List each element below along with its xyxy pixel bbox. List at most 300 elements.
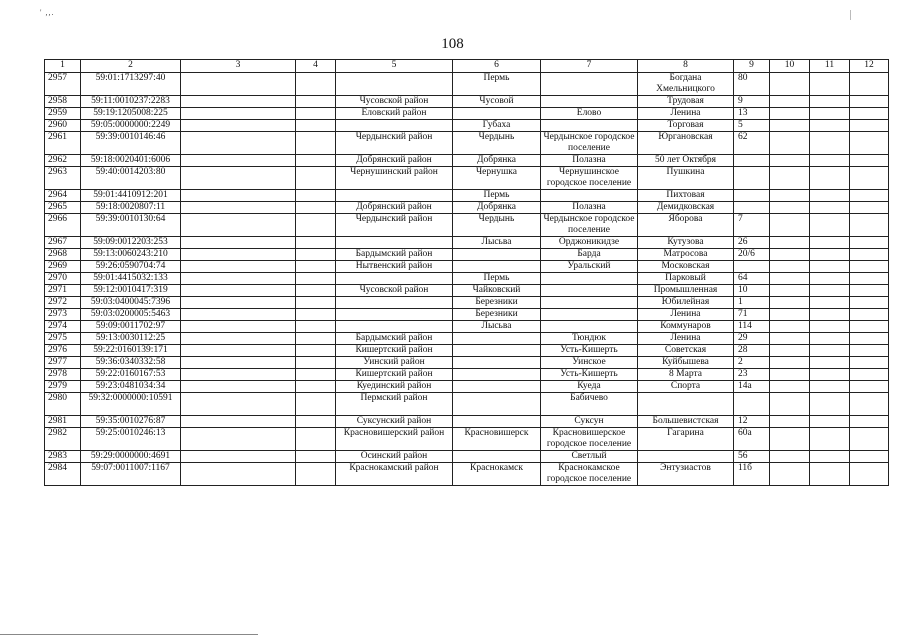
table-cell — [850, 132, 889, 155]
table-cell — [453, 357, 541, 369]
table-row — [45, 309, 889, 321]
table-cell — [810, 345, 850, 357]
table-row — [45, 381, 889, 393]
table-cell: 59:25:0010246:13 — [81, 428, 181, 451]
table-cell: Добрянский район — [336, 155, 453, 167]
column-header: 9 — [734, 60, 770, 73]
table-cell: Лысьва — [453, 321, 541, 333]
table-cell — [181, 369, 296, 381]
table-cell: Пермский район — [336, 393, 453, 416]
table-cell — [850, 463, 889, 486]
table-cell: 2961 — [45, 132, 81, 155]
table-cell — [850, 96, 889, 108]
table-cell: 2964 — [45, 190, 81, 202]
table-cell — [296, 428, 336, 451]
table-cell: 10 — [734, 285, 770, 297]
table-cell — [810, 261, 850, 273]
table-cell: 59:09:0011702:97 — [81, 321, 181, 333]
table-cell — [181, 73, 296, 96]
table-cell: Чернушинское городское поселение — [541, 167, 638, 190]
table-cell: Усть-Кишерть — [541, 345, 638, 357]
table-cell — [810, 369, 850, 381]
table-cell — [850, 416, 889, 428]
table-cell — [296, 273, 336, 285]
table-cell — [770, 345, 810, 357]
table-cell: 59:39:0010130:64 — [81, 214, 181, 237]
table-cell: Юргановская — [638, 132, 734, 155]
table-cell: 59:40:0014203:80 — [81, 167, 181, 190]
table-cell — [296, 285, 336, 297]
table-cell — [734, 190, 770, 202]
column-header: 6 — [453, 60, 541, 73]
table-cell — [296, 132, 336, 155]
table-cell — [541, 285, 638, 297]
table-row — [45, 463, 889, 486]
table-cell: 2957 — [45, 73, 81, 96]
table-cell — [770, 369, 810, 381]
table-row — [45, 202, 889, 214]
table-cell — [296, 202, 336, 214]
table-cell — [810, 249, 850, 261]
table-cell: Промышленная — [638, 285, 734, 297]
table-cell — [770, 132, 810, 155]
table-cell — [541, 273, 638, 285]
table-cell — [296, 369, 336, 381]
table-cell — [453, 369, 541, 381]
table-cell — [336, 120, 453, 132]
table-cell — [296, 155, 336, 167]
table-cell — [850, 357, 889, 369]
table-cell: 59:36:0340332:58 — [81, 357, 181, 369]
table-cell — [296, 297, 336, 309]
table-cell — [181, 190, 296, 202]
table-cell — [181, 273, 296, 285]
table-cell: 12 — [734, 416, 770, 428]
table-cell: 2984 — [45, 463, 81, 486]
table-cell: Полазна — [541, 202, 638, 214]
table-cell — [850, 273, 889, 285]
table-cell: Демидковская — [638, 202, 734, 214]
table-cell: Чердынь — [453, 132, 541, 155]
table-cell: 60а — [734, 428, 770, 451]
table-cell: 71 — [734, 309, 770, 321]
table-cell: Пихтовая — [638, 190, 734, 202]
table-cell — [850, 309, 889, 321]
table-cell: Московская — [638, 261, 734, 273]
table-cell: Краснокамск — [453, 463, 541, 486]
table-cell — [181, 451, 296, 463]
table-cell: 59:39:0010146:46 — [81, 132, 181, 155]
table-row — [45, 167, 889, 190]
table-cell — [810, 108, 850, 120]
table-cell: Уинский район — [336, 357, 453, 369]
table-cell: 2971 — [45, 285, 81, 297]
table-cell: 64 — [734, 273, 770, 285]
table-cell: Куйбышева — [638, 357, 734, 369]
table-cell: 59:09:0012203:253 — [81, 237, 181, 249]
table-cell: 59:22:0160139:171 — [81, 345, 181, 357]
table-cell — [296, 321, 336, 333]
table-cell: 59:01:1713297:40 — [81, 73, 181, 96]
table-cell — [541, 73, 638, 96]
table-cell: Трудовая — [638, 96, 734, 108]
table-cell — [770, 297, 810, 309]
table-cell — [770, 120, 810, 132]
table-cell — [770, 381, 810, 393]
table-cell: Пермь — [453, 73, 541, 96]
table-cell: 2980 — [45, 393, 81, 416]
table-cell — [770, 463, 810, 486]
table-cell: 56 — [734, 451, 770, 463]
table-cell — [850, 167, 889, 190]
table-cell — [336, 190, 453, 202]
table-cell — [296, 237, 336, 249]
table-header — [45, 60, 889, 73]
table-cell — [181, 309, 296, 321]
table-cell: 2970 — [45, 273, 81, 285]
table-cell — [296, 249, 336, 261]
table-cell: 2966 — [45, 214, 81, 237]
table-cell — [181, 202, 296, 214]
table-cell: 13 — [734, 108, 770, 120]
header-row — [45, 60, 889, 73]
table-cell — [296, 309, 336, 321]
table-cell: Пермь — [453, 190, 541, 202]
table-cell — [850, 261, 889, 273]
table-cell — [810, 96, 850, 108]
table-cell: 2962 — [45, 155, 81, 167]
table-cell — [453, 108, 541, 120]
table-cell — [770, 237, 810, 249]
table-cell: Чердынский район — [336, 214, 453, 237]
table-cell: 26 — [734, 237, 770, 249]
table-cell: Лысьва — [453, 237, 541, 249]
table-cell: Куединский район — [336, 381, 453, 393]
table-cell: Добрянский район — [336, 202, 453, 214]
table-cell — [850, 345, 889, 357]
column-header: 4 — [296, 60, 336, 73]
table-cell: 2978 — [45, 369, 81, 381]
table-cell: Куеда — [541, 381, 638, 393]
table-cell — [850, 73, 889, 96]
table-cell: Большевистская — [638, 416, 734, 428]
table-row — [45, 120, 889, 132]
table-cell: 2959 — [45, 108, 81, 120]
table-cell — [770, 155, 810, 167]
table-cell: 2958 — [45, 96, 81, 108]
table-cell — [453, 333, 541, 345]
table-cell — [181, 249, 296, 261]
table-cell — [296, 167, 336, 190]
table-cell: 2 — [734, 357, 770, 369]
table-cell: Чернушка — [453, 167, 541, 190]
table-cell: Краснокамское городское поселение — [541, 463, 638, 486]
table-cell: 2973 — [45, 309, 81, 321]
table-cell — [296, 345, 336, 357]
table-cell — [336, 309, 453, 321]
table-row — [45, 237, 889, 249]
table-cell: Чернушинский район — [336, 167, 453, 190]
table-cell — [181, 321, 296, 333]
column-header: 10 — [770, 60, 810, 73]
table-cell — [296, 381, 336, 393]
table-cell — [453, 249, 541, 261]
table-cell — [541, 297, 638, 309]
table-cell: Ленина — [638, 309, 734, 321]
table-cell — [453, 393, 541, 416]
table-cell — [850, 214, 889, 237]
table-cell: Березники — [453, 297, 541, 309]
table-row — [45, 96, 889, 108]
table-cell — [770, 190, 810, 202]
table-cell: 2969 — [45, 261, 81, 273]
table-cell — [181, 345, 296, 357]
table-row — [45, 190, 889, 202]
table-cell: Бабичево — [541, 393, 638, 416]
table-cell — [181, 237, 296, 249]
table-cell: Еловский район — [336, 108, 453, 120]
table-cell — [810, 190, 850, 202]
column-header: 5 — [336, 60, 453, 73]
table-cell — [810, 309, 850, 321]
table-cell — [770, 393, 810, 416]
table-cell: 2974 — [45, 321, 81, 333]
table-cell — [810, 333, 850, 345]
table-cell — [181, 381, 296, 393]
table-cell: 1 — [734, 297, 770, 309]
table-cell: Орджоникидзе — [541, 237, 638, 249]
table-cell: Красновишерск — [453, 428, 541, 451]
table-cell: Светлый — [541, 451, 638, 463]
table-row — [45, 333, 889, 345]
table-cell — [541, 309, 638, 321]
table-cell: 59:12:0010417:319 — [81, 285, 181, 297]
table-cell: Энтузиастов — [638, 463, 734, 486]
table-cell — [181, 214, 296, 237]
table-cell — [850, 237, 889, 249]
table-cell — [810, 214, 850, 237]
table-cell — [810, 273, 850, 285]
table-cell: Чусовской район — [336, 285, 453, 297]
table-cell — [181, 463, 296, 486]
table-cell — [770, 273, 810, 285]
table-cell — [850, 393, 889, 416]
table-cell: Добрянка — [453, 202, 541, 214]
table-cell — [810, 202, 850, 214]
table-cell: Добрянка — [453, 155, 541, 167]
table-cell — [810, 381, 850, 393]
table-cell — [810, 167, 850, 190]
table-cell — [770, 96, 810, 108]
column-header: 3 — [181, 60, 296, 73]
table-cell — [181, 155, 296, 167]
table-cell: Ленина — [638, 108, 734, 120]
table-cell — [734, 261, 770, 273]
table-row — [45, 132, 889, 155]
table-cell — [336, 273, 453, 285]
registry-table-container — [44, 59, 889, 486]
table-cell: Усть-Кишерть — [541, 369, 638, 381]
table-cell — [181, 333, 296, 345]
table-cell: Осинский район — [336, 451, 453, 463]
table-cell — [453, 381, 541, 393]
table-cell: 23 — [734, 369, 770, 381]
table-cell — [296, 190, 336, 202]
table-cell — [181, 297, 296, 309]
table-cell: Суксунский район — [336, 416, 453, 428]
table-cell — [810, 155, 850, 167]
table-cell — [638, 393, 734, 416]
table-row — [45, 345, 889, 357]
table-cell — [850, 120, 889, 132]
table-cell — [453, 416, 541, 428]
table-cell — [770, 321, 810, 333]
table-cell — [770, 428, 810, 451]
table-cell: Полазна — [541, 155, 638, 167]
table-cell — [453, 261, 541, 273]
table-cell: 7 — [734, 214, 770, 237]
table-cell: Барда — [541, 249, 638, 261]
table-cell: Кутузова — [638, 237, 734, 249]
table-cell: Губаха — [453, 120, 541, 132]
table-cell: 62 — [734, 132, 770, 155]
column-header: 8 — [638, 60, 734, 73]
table-cell — [181, 416, 296, 428]
scan-artifact — [850, 10, 851, 20]
table-cell: 2976 — [45, 345, 81, 357]
table-cell: 59:03:0400045:7396 — [81, 297, 181, 309]
table-row — [45, 428, 889, 451]
table-cell — [181, 357, 296, 369]
table-cell: 2975 — [45, 333, 81, 345]
table-cell — [850, 202, 889, 214]
table-cell: 2982 — [45, 428, 81, 451]
table-cell — [770, 451, 810, 463]
table-cell: 59:22:0160167:53 — [81, 369, 181, 381]
table-cell: 59:01:4415032:133 — [81, 273, 181, 285]
table-cell: 5 — [734, 120, 770, 132]
table-cell: Парковый — [638, 273, 734, 285]
table-cell — [181, 428, 296, 451]
table-cell: Яборова — [638, 214, 734, 237]
table-cell — [181, 108, 296, 120]
table-cell — [770, 309, 810, 321]
table-cell — [810, 321, 850, 333]
table-body — [45, 73, 889, 486]
table-cell — [850, 155, 889, 167]
table-row — [45, 155, 889, 167]
table-cell: 2960 — [45, 120, 81, 132]
table-cell: 59:26:0590704:74 — [81, 261, 181, 273]
table-cell — [770, 357, 810, 369]
table-cell — [810, 73, 850, 96]
table-cell: Суксун — [541, 416, 638, 428]
table-cell: Кишертский район — [336, 369, 453, 381]
table-cell — [810, 451, 850, 463]
table-cell — [296, 96, 336, 108]
table-cell: 59:03:0200005:5463 — [81, 309, 181, 321]
table-cell — [810, 120, 850, 132]
table-cell — [453, 345, 541, 357]
table-cell — [541, 120, 638, 132]
table-cell — [770, 108, 810, 120]
table-cell: Пушкина — [638, 167, 734, 190]
table-cell — [810, 237, 850, 249]
table-cell: 59:32:0000000:10591 — [81, 393, 181, 416]
table-cell: Уинское — [541, 357, 638, 369]
table-cell — [850, 249, 889, 261]
column-header: 2 — [81, 60, 181, 73]
table-cell: Богдана Хмельницкого — [638, 73, 734, 96]
table-cell — [810, 132, 850, 155]
table-cell: Советская — [638, 345, 734, 357]
table-row — [45, 369, 889, 381]
table-cell: Кишертский район — [336, 345, 453, 357]
table-cell — [850, 369, 889, 381]
table-cell — [296, 416, 336, 428]
table-cell — [850, 428, 889, 451]
registry-table — [44, 59, 889, 486]
table-cell — [296, 393, 336, 416]
table-cell — [181, 96, 296, 108]
table-cell — [181, 285, 296, 297]
page-number: 108 — [441, 36, 464, 52]
table-cell — [770, 249, 810, 261]
table-cell: 2968 — [45, 249, 81, 261]
table-cell — [850, 451, 889, 463]
table-cell: 59:23:0481034:34 — [81, 381, 181, 393]
table-cell: Бардымский район — [336, 333, 453, 345]
table-cell — [850, 285, 889, 297]
table-cell: 2979 — [45, 381, 81, 393]
table-cell: 2977 — [45, 357, 81, 369]
table-cell: 50 лет Октября — [638, 155, 734, 167]
table-row — [45, 416, 889, 428]
table-cell: 59:35:0010276:87 — [81, 416, 181, 428]
table-cell — [810, 357, 850, 369]
table-cell — [810, 416, 850, 428]
table-cell — [850, 190, 889, 202]
column-header: 11 — [810, 60, 850, 73]
table-cell — [541, 321, 638, 333]
table-cell: 59:07:0011007:1167 — [81, 463, 181, 486]
table-cell — [850, 297, 889, 309]
table-cell — [296, 120, 336, 132]
table-cell: Чердынское городское поселение — [541, 214, 638, 237]
table-cell: 9 — [734, 96, 770, 108]
table-cell: 2963 — [45, 167, 81, 190]
table-cell: Ленина — [638, 333, 734, 345]
table-cell: 59:29:0000000:4691 — [81, 451, 181, 463]
table-cell — [181, 261, 296, 273]
table-cell — [181, 120, 296, 132]
table-cell: Елово — [541, 108, 638, 120]
table-row — [45, 357, 889, 369]
table-cell: 2983 — [45, 451, 81, 463]
table-row — [45, 214, 889, 237]
table-row — [45, 451, 889, 463]
table-cell — [296, 214, 336, 237]
table-cell: 2972 — [45, 297, 81, 309]
table-cell — [296, 451, 336, 463]
table-cell: 59:18:0020401:6006 — [81, 155, 181, 167]
table-cell: Пермь — [453, 273, 541, 285]
table-cell — [850, 381, 889, 393]
table-cell — [770, 333, 810, 345]
table-cell: Нытвенский район — [336, 261, 453, 273]
table-cell: Бардымский район — [336, 249, 453, 261]
table-cell — [336, 73, 453, 96]
